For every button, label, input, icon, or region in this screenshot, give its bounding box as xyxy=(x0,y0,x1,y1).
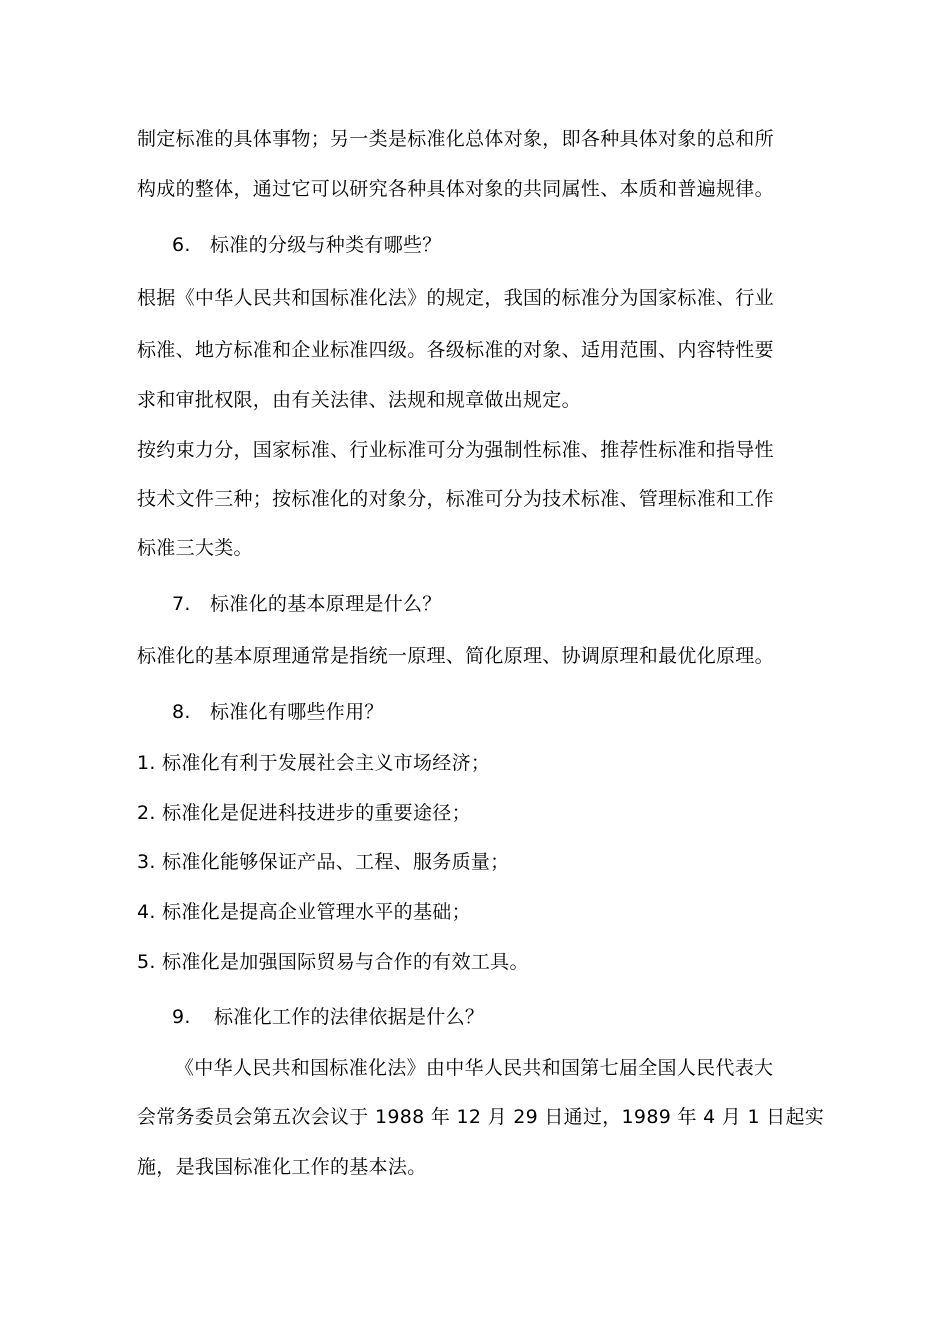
paragraph-line: 根据《中华人民共和国标准化法》的规定，我国的标准分为国家标准、行业 xyxy=(137,287,774,309)
question-7-heading xyxy=(172,591,442,617)
question-text: 标准化的基本原理是什么？ xyxy=(210,593,442,615)
list-item: 4. 标准化是提高企业管理水平的基础； xyxy=(137,901,471,923)
list-item: 3. 标准化能够保证产品、工程、服务质量； xyxy=(137,851,510,873)
question-text: 标准化有哪些作用？ xyxy=(210,701,384,723)
paragraph-line: 标准、地方标准和企业标准四级。各级标准的对象、适用范围、内容特性要 xyxy=(137,339,774,361)
question-9-heading xyxy=(172,1004,484,1030)
paragraph-line: 标准三大类。 xyxy=(137,537,253,559)
question-number: 6. xyxy=(172,234,191,256)
paragraph-line: 《中华人民共和国标准化法》由中华人民共和国第七届全国人民代表大 xyxy=(175,1057,774,1079)
paragraph-line: 制定标准的具体事物；另一类是标准化总体对象，即各种具体对象的总和所 xyxy=(137,128,774,150)
paragraph-line: 会常务委员会第五次会议于 1988 年 12 月 29 日通过，1989 年 4 月 1 日起实 xyxy=(137,1106,825,1128)
question-number: 8. xyxy=(172,701,191,723)
list-item: 2. 标准化是促进科技进步的重要途径； xyxy=(137,802,471,824)
question-text: 标准的分级与种类有哪些？ xyxy=(210,234,442,256)
paragraph-line: 技术文件三种；按标准化的对象分，标准可分为技术标准、管理标准和工作 xyxy=(137,488,774,510)
list-item: 5. 标准化是加强国际贸易与合作的有效工具。 xyxy=(137,951,529,973)
paragraph-line: 构成的整体，通过它可以研究各种具体对象的共同属性、本质和普遍规律。 xyxy=(137,178,774,200)
paragraph-line: 施，是我国标准化工作的基本法。 xyxy=(137,1156,427,1178)
paragraph-line: 标准化的基本原理通常是指统一原理、简化原理、协调原理和最优化原理。 xyxy=(137,645,774,667)
list-item: 1. 标准化有利于发展社会主义市场经济； xyxy=(137,752,491,774)
question-text: 标准化工作的法律依据是什么？ xyxy=(214,1006,485,1028)
paragraph-line: 求和审批权限，由有关法律、法规和规章做出规定。 xyxy=(137,389,581,411)
question-6-heading xyxy=(172,232,442,258)
question-number: 9. xyxy=(172,1006,191,1028)
paragraph-line: 按约束力分，国家标准、行业标准可分为强制性标准、推荐性标准和指导性 xyxy=(137,439,774,461)
question-8-heading xyxy=(172,699,384,725)
question-number: 7. xyxy=(172,593,191,615)
